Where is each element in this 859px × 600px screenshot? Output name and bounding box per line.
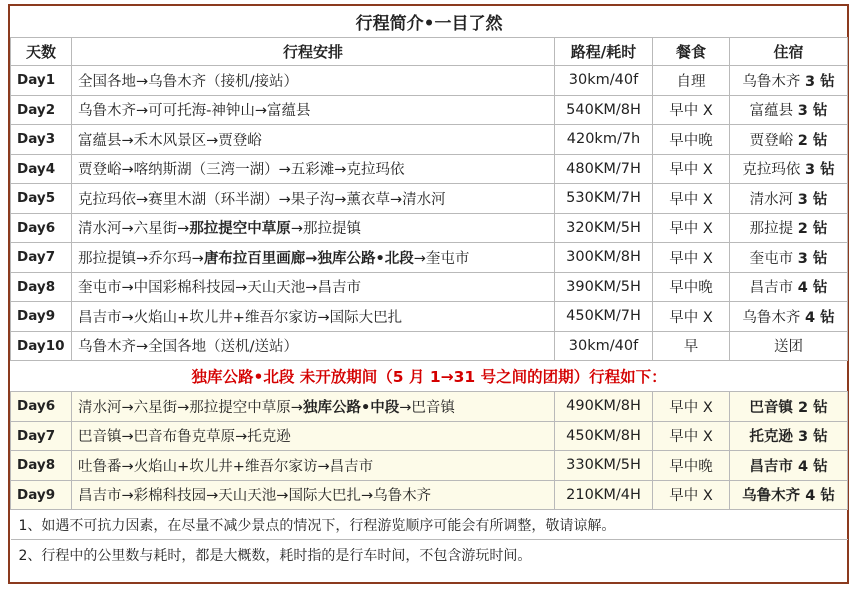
hotel-cell: [730, 272, 848, 302]
route-part: 克拉玛依→赛里木湖（环半湖）→果子沟→薰衣草→清水河: [78, 191, 446, 208]
meal-cell: 早中 X: [653, 95, 730, 125]
note-text: 1、如遇不可抗力因素，在尽量不减少景点的情况下，行程游览顺序可能会有所调整，敬请谅解。: [11, 510, 848, 540]
table-row: [11, 331, 848, 361]
route-part: →巴音镇: [399, 399, 455, 416]
meal-cell: 早中 X: [653, 480, 730, 510]
distance-cell: 390KM/5H: [555, 272, 653, 302]
page-title: 行程简介•一目了然: [11, 6, 848, 38]
day-cell: Day8: [11, 451, 72, 481]
meal-cell: 早中 X: [653, 392, 730, 422]
hotel-cell: [730, 213, 848, 243]
itinerary-table: [10, 6, 848, 569]
distance-cell: 480KM/7H: [555, 154, 653, 184]
distance-cell: 530KM/7H: [555, 184, 653, 214]
distance-cell: 30km/40f: [555, 331, 653, 361]
route-cell: [72, 331, 555, 361]
distance-cell: 300KM/8H: [555, 243, 653, 273]
route-part: →那拉提镇: [290, 221, 361, 238]
meal-cell: 自理: [653, 66, 730, 96]
header-day: 天数: [11, 38, 72, 66]
hotel-part: 乌鲁木齐 4 钻: [742, 488, 835, 505]
meal-cell: 早中 X: [653, 421, 730, 451]
note-row: [11, 510, 848, 540]
table-row: [11, 154, 848, 184]
note-row: [11, 540, 848, 570]
route-cell: [72, 421, 555, 451]
route-part: 昌吉市→彩棉科技园→天山天池→国际大巴扎→乌鲁木齐: [78, 488, 432, 505]
hotel-part: 奎屯市: [749, 250, 798, 267]
hotel-cell: [730, 184, 848, 214]
route-cell: [72, 480, 555, 510]
day-cell: Day7: [11, 243, 72, 273]
route-cell: [72, 451, 555, 481]
hotel-part: 昌吉市 4 钻: [749, 458, 828, 475]
route-part: 全国各地→乌鲁木齐（接机/接站）: [78, 73, 299, 90]
meal-cell: 早中 X: [653, 302, 730, 332]
hotel-cell: [730, 95, 848, 125]
hotel-part: 2 钻: [797, 132, 828, 149]
meal-cell: 早中 X: [653, 184, 730, 214]
hotel-part: 乌鲁木齐: [742, 73, 805, 90]
hotel-part: 那拉提: [749, 221, 798, 238]
header-meal: 餐食: [653, 38, 730, 66]
hotel-part: 2 钻: [797, 221, 828, 238]
route-part: 昌吉市→火焰山+坎儿井+维吾尔家访→国际大巴扎: [78, 309, 403, 326]
route-part: →奎屯市: [413, 250, 470, 267]
distance-cell: 490KM/8H: [555, 392, 653, 422]
table-row: [11, 243, 848, 273]
route-part: 乌鲁木齐→全国各地（送机/送站）: [78, 339, 299, 356]
distance-cell: 540KM/8H: [555, 95, 653, 125]
route-part: 唐布拉百里画廊→独库公路•北段: [203, 250, 414, 267]
hotel-cell: [730, 302, 848, 332]
route-cell: [72, 66, 555, 96]
hotel-part: 富蕴县: [749, 103, 798, 120]
day-cell: Day3: [11, 125, 72, 155]
note-text: 2、行程中的公里数与耗时，都是大概数，耗时指的是行车时间，不包含游玩时间。: [11, 540, 848, 570]
distance-cell: 330KM/5H: [555, 451, 653, 481]
distance-cell: 210KM/4H: [555, 480, 653, 510]
hotel-part: 巴音镇 2 钻: [749, 399, 828, 416]
route-cell: [72, 213, 555, 243]
hotel-part: 3 钻: [797, 191, 828, 208]
route-cell: [72, 302, 555, 332]
hotel-cell: [730, 125, 848, 155]
section-heading: 独库公路•北段 未开放期间（5 月 1→31 号之间的团期）行程如下：: [11, 361, 848, 392]
hotel-cell: [730, 451, 848, 481]
distance-cell: 450KM/8H: [555, 421, 653, 451]
table-row: [11, 421, 848, 451]
table-row: [11, 184, 848, 214]
meal-cell: 早中晚: [653, 125, 730, 155]
hotel-part: 4 钻: [797, 280, 828, 297]
day-cell: Day2: [11, 95, 72, 125]
day-cell: Day8: [11, 272, 72, 302]
hotel-cell: [730, 480, 848, 510]
day-cell: Day5: [11, 184, 72, 214]
distance-cell: 420km/7h: [555, 125, 653, 155]
route-part: 清水河→六星街→: [78, 221, 190, 238]
route-part: 清水河→六星街→那拉提空中草原→: [78, 399, 303, 416]
route-part: 富蕴县→禾木风景区→贾登峪: [78, 132, 262, 149]
route-cell: [72, 272, 555, 302]
route-cell: [72, 154, 555, 184]
route-part: 吐鲁番→火焰山+坎儿井+维吾尔家访→昌吉市: [78, 458, 374, 475]
hotel-part: 送团: [774, 339, 804, 356]
table-row: [11, 66, 848, 96]
day-cell: Day9: [11, 480, 72, 510]
route-cell: [72, 125, 555, 155]
hotel-part: 3 钻: [805, 73, 835, 90]
route-part: 乌鲁木齐→可可托海-神钟山→富蕴县: [78, 103, 311, 120]
hotel-part: 昌吉市: [749, 280, 798, 297]
title-row: [11, 6, 848, 38]
meal-cell: 早中 X: [653, 243, 730, 273]
route-part: 巴音镇→巴音布鲁克草原→托克逊: [78, 429, 291, 446]
route-part: 独库公路•中段: [302, 399, 400, 416]
hotel-part: 3 钻: [805, 162, 835, 179]
table-row: [11, 95, 848, 125]
day-cell: Day6: [11, 213, 72, 243]
hotel-part: 乌鲁木齐: [742, 309, 805, 326]
table-row: [11, 480, 848, 510]
day-cell: Day1: [11, 66, 72, 96]
table-row: [11, 392, 848, 422]
hotel-part: 克拉玛依: [742, 162, 805, 179]
route-cell: [72, 243, 555, 273]
table-row: [11, 213, 848, 243]
distance-cell: 450KM/7H: [555, 302, 653, 332]
route-cell: [72, 184, 555, 214]
meal-cell: 早: [653, 331, 730, 361]
hotel-cell: [730, 421, 848, 451]
header-route: 行程安排: [72, 38, 555, 66]
table-row: [11, 125, 848, 155]
meal-cell: 早中晚: [653, 272, 730, 302]
route-cell: [72, 95, 555, 125]
hotel-part: 托克逊 3 钻: [749, 429, 828, 446]
itinerary-frame: [8, 4, 849, 584]
meal-cell: 早中 X: [653, 213, 730, 243]
hotel-cell: [730, 66, 848, 96]
hotel-cell: [730, 154, 848, 184]
route-part: 奎屯市→中国彩棉科技园→天山天池→昌吉市: [78, 280, 361, 297]
hotel-part: 3 钻: [797, 250, 828, 267]
hotel-part: 3 钻: [797, 103, 828, 120]
hotel-cell: [730, 392, 848, 422]
day-cell: Day4: [11, 154, 72, 184]
route-part: 贾登峪→喀纳斯湖（三湾一湖）→五彩滩→克拉玛依: [78, 162, 405, 179]
day-cell: Day10: [11, 331, 72, 361]
distance-cell: 320KM/5H: [555, 213, 653, 243]
section-row: [11, 361, 848, 392]
day-cell: Day7: [11, 421, 72, 451]
route-cell: [72, 392, 555, 422]
route-part: 那拉提空中草原: [189, 221, 291, 238]
day-cell: Day9: [11, 302, 72, 332]
route-part: 那拉提镇→乔尔玛→: [78, 250, 204, 267]
meal-cell: 早中晚: [653, 451, 730, 481]
day-cell: Day6: [11, 392, 72, 422]
hotel-part: 4 钻: [805, 309, 835, 326]
table-row: [11, 302, 848, 332]
distance-cell: 30km/40f: [555, 66, 653, 96]
header-hotel: 住宿: [730, 38, 848, 66]
hotel-cell: [730, 243, 848, 273]
meal-cell: 早中 X: [653, 154, 730, 184]
table-row: [11, 451, 848, 481]
header-row: [11, 38, 848, 66]
hotel-part: 贾登峪: [749, 132, 798, 149]
hotel-cell: [730, 331, 848, 361]
header-distance: 路程/耗时: [555, 38, 653, 66]
hotel-part: 清水河: [749, 191, 798, 208]
table-row: [11, 272, 848, 302]
